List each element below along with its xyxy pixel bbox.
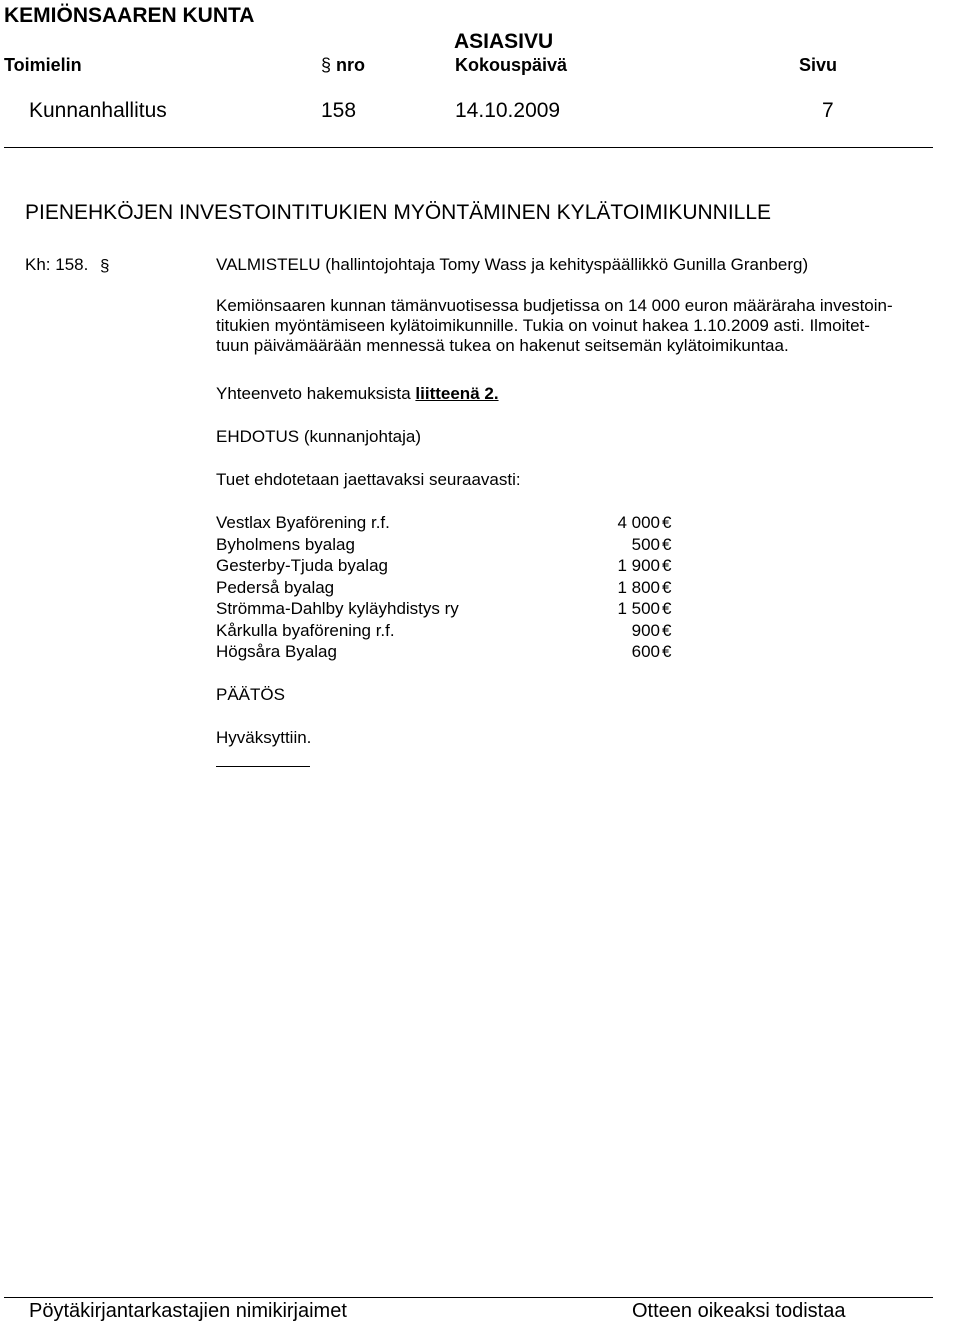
euro-icon: € (662, 642, 672, 661)
date-label: Kokouspäivä (455, 55, 568, 75)
proposal-heading: EHDOTUS (kunnanjohtaja) (216, 427, 422, 446)
body-label: Toimielin (4, 55, 82, 75)
paragraph-line: tuun päivämäärään mennessä tukea on hakenut seitsemän kylätoimikuntaa. (216, 336, 789, 355)
section-symbol-label: § (321, 55, 332, 75)
euro-icon: € (662, 513, 672, 532)
euro-icon: € (662, 599, 672, 618)
number-label: nro (336, 55, 365, 75)
summary-text: Yhteenveto hakemuksista (216, 384, 411, 403)
proposal-intro: Tuet ehdotetaan jaettavaksi seuraavasti: (216, 470, 521, 489)
header-rule (4, 147, 933, 148)
euro-icon: € (662, 556, 672, 575)
page-label: Sivu (799, 55, 838, 75)
euro-icon: € (662, 535, 672, 554)
item-reference: Kh: 158. (25, 255, 89, 274)
euro-icon: € (662, 578, 672, 597)
date-value: 14.10.2009 (455, 99, 561, 122)
paragraph-line: Kemiönsaaren kunnan tämänvuotisessa budjetissa on 14 000 euron määräraha investoin- (216, 296, 893, 315)
paragraph-line: titukien myöntämiseen kylätoimikunnille. Tukia on voinut hakea 1.10.2009 asti. Ilmoitet- (216, 316, 870, 335)
number-value: 158 (321, 99, 357, 122)
footer-rule (4, 1297, 933, 1298)
footer-certification-label: Otteen oikeaksi todistaa (632, 1300, 846, 1322)
grant-name: Strömma-Dahlby kyläyhdistys ry (216, 599, 459, 618)
grant-name: Högsåra Byalag (216, 642, 337, 661)
attachment-link[interactable]: liitteenä 2. (415, 384, 499, 403)
decision-text: Hyväksyttiin. (216, 728, 312, 747)
preparation-heading: VALMISTELU (hallintojohtaja Tomy Wass ja kehityspäällikkö Gunilla Granberg) (216, 255, 809, 274)
grant-name: Vestlax Byaförening r.f. (216, 513, 390, 532)
grant-name: Kårkulla byaförening r.f. (216, 621, 395, 640)
document-type: ASIASIVU (454, 30, 554, 53)
grant-amount: 1 500 (617, 599, 660, 618)
page-value: 7 (822, 99, 834, 122)
decision-underline (216, 766, 310, 767)
euro-icon: € (662, 621, 672, 640)
grant-name: Byholmens byalag (216, 535, 355, 554)
grant-amount: 500 (631, 535, 660, 554)
body-value: Kunnanhallitus (29, 99, 167, 122)
decision-heading: PÄÄTÖS (216, 685, 285, 704)
page-title: PIENEHKÖJEN INVESTOINTITUKIEN MYÖNTÄMINEN KYLÄTOIMIKUNNILLE (25, 201, 772, 224)
summary-line (216, 384, 499, 404)
grant-amount: 4 000 (617, 513, 660, 532)
organization-name: KEMIÖNSAAREN KUNTA (4, 4, 255, 27)
footer-initials-label: Pöytäkirjantarkastajien nimikirjaimet (29, 1300, 347, 1322)
section-symbol: § (100, 256, 110, 275)
grant-amount: 600 (631, 642, 660, 661)
grant-name: Pederså byalag (216, 578, 335, 597)
description-paragraph (216, 296, 954, 356)
grant-name: Gesterby-Tjuda byalag (216, 556, 388, 575)
grant-amount: 1 900 (617, 556, 660, 575)
grant-amount: 1 800 (617, 578, 660, 597)
grant-amount: 900 (631, 621, 660, 640)
